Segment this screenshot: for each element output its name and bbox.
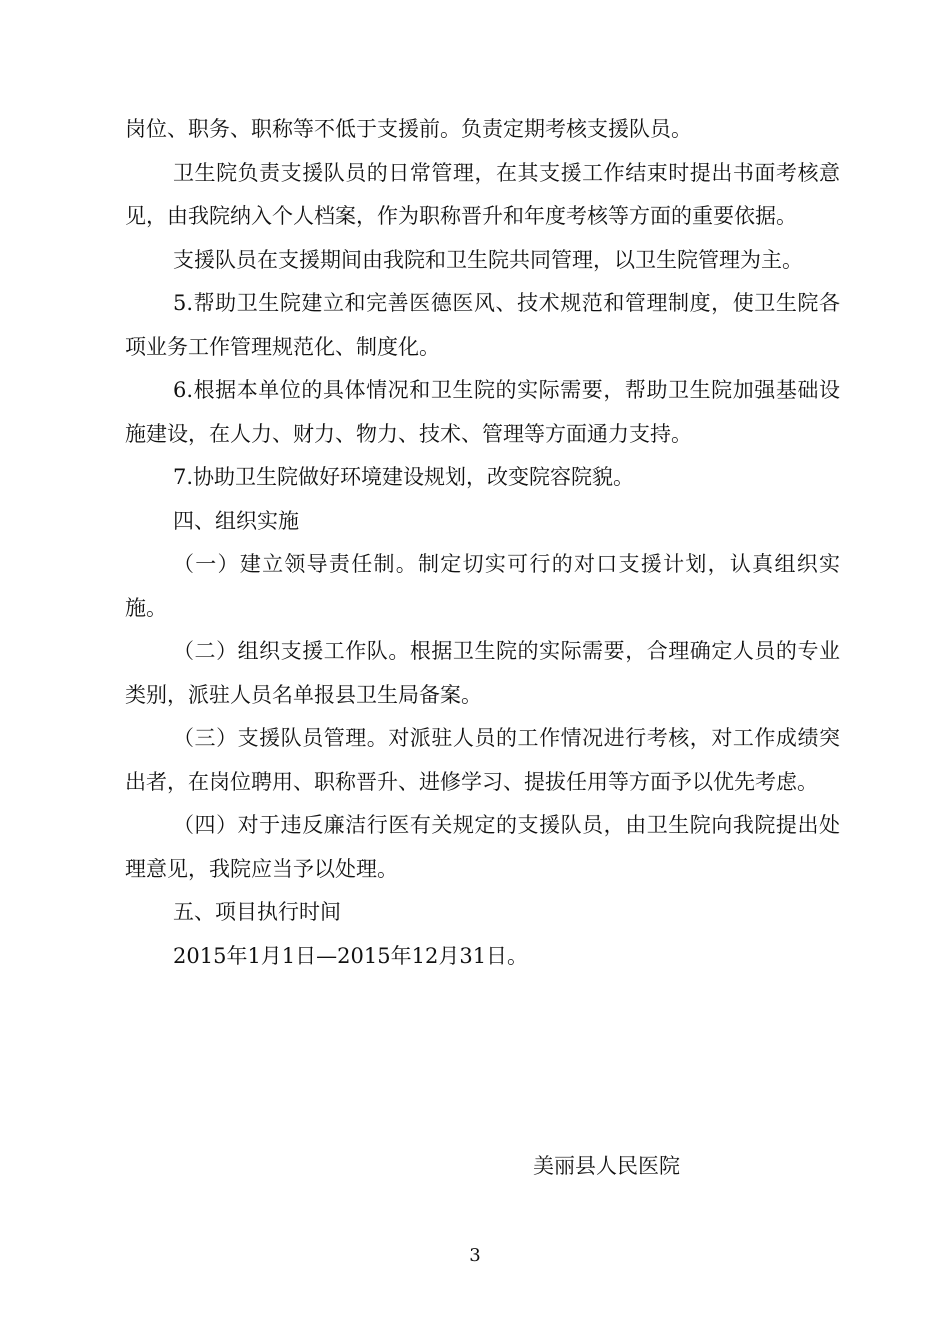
- paragraph-6: 7.协助卫生院做好环境建设规划，改变院容院貌。: [173, 465, 635, 489]
- paragraph-2: 卫生院负责支援队员的日常管理，在其支援工作结束时提出书面考核意见，由我院纳入个人档案，作为职称晋升和年度考核等方面的重要依据。: [125, 160, 840, 228]
- paragraph-10: （四）对于违反廉洁行医有关规定的支援队员，由卫生院向我院提出处理意见，我院应当予以处理。: [125, 813, 840, 881]
- paragraph-5: 6.根据本单位的具体情况和卫生院的实际需要，帮助卫生院加强基础设施建设，在人力、财力、物力、技术、管理等方面通力支持。: [125, 378, 840, 446]
- section-heading-5: 五、项目执行时间: [173, 900, 341, 924]
- paragraph-7: （一）建立领导责任制。制定切实可行的对口支援计划，认真组织实施。: [125, 552, 840, 620]
- signature: 美丽县人民医院: [533, 1154, 680, 1178]
- paragraph-8: （二）组织支援工作队。根据卫生院的实际需要，合理确定人员的专业类别，派驻人员名单报县卫生局备案。: [125, 639, 840, 707]
- paragraph-9: （三）支援队员管理。对派驻人员的工作情况进行考核，对工作成绩突出者，在岗位聘用、职称晋升、进修学习、提拔任用等方面予以优先考虑。: [125, 726, 840, 794]
- page-number: 3: [469, 1245, 481, 1266]
- paragraph-3: 支援队员在支援期间由我院和卫生院共同管理，以卫生院管理为主。: [173, 247, 803, 272]
- document-body: [125, 108, 840, 978]
- paragraph-4: 5.帮助卫生院建立和完善医德医风、技术规范和管理制度，使卫生院各项业务工作管理规范化、制度化。: [125, 291, 840, 359]
- paragraph-1: 岗位、职务、职称等不低于支援前。负责定期考核支援队员。: [125, 117, 692, 141]
- paragraph-dates: 2015年1月1日—2015年12月31日。: [173, 943, 529, 968]
- section-heading-4: 四、组织实施: [173, 508, 299, 533]
